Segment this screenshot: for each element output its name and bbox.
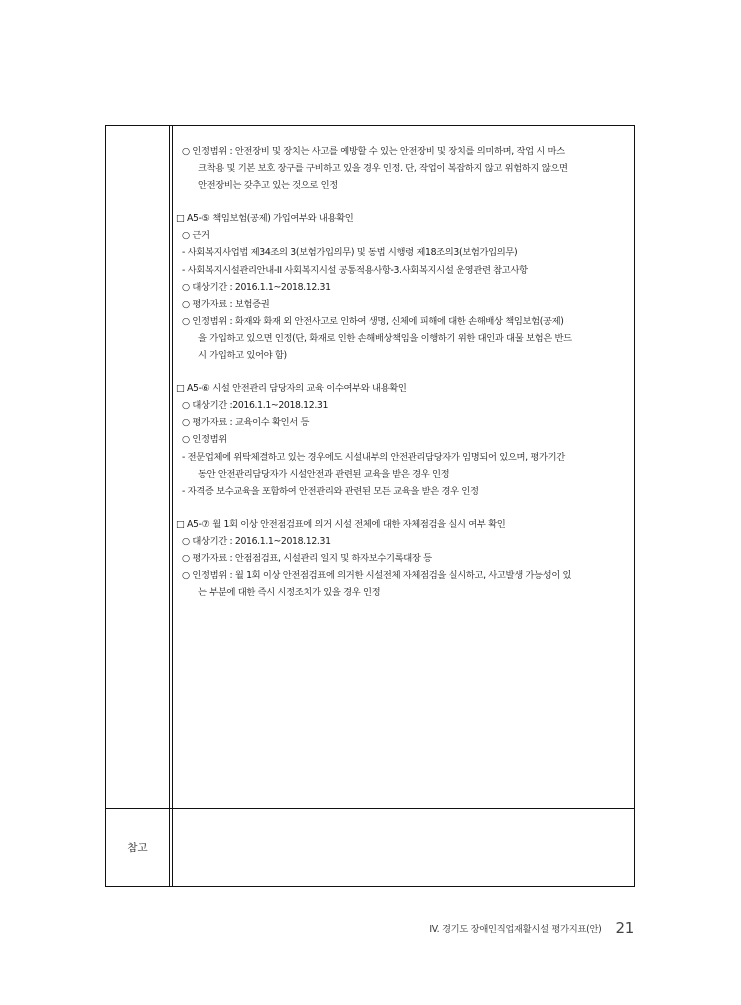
content-line: ○ 평가자료 : 교육이수 확인서 등 [182,417,310,429]
content-line: 시 가입하고 있어야 함) [198,350,287,362]
content-line: 동안 안전관리담당자가 시설안전과 관련된 교육을 받은 경우 인정 [198,468,450,480]
content-line: ○ 대상기간 :2016.1.1~2018.12.31 [182,400,329,412]
content-line: ○ 평가자료 : 안점점검표, 시설관리 일지 및 하자보수기록대장 등 [182,552,432,564]
content-line: ○ 대상기간 : 2016.1.1~2018.12.31 [182,281,331,293]
content-line: 을 가입하고 있으면 인정(단, 화재로 인한 손해배상책임을 이행하기 위한 대인과 대물 보험은 반드 [198,332,572,344]
content-line: 크착용 및 기본 보호 장구를 구비하고 있을 경우 인정. 단, 작업이 복잡하지 않고 위험하지 않으면 [198,163,568,175]
content-line: - 전문업체에 위탁체결하고 있는 경우에도 시설내부의 안전관리담당자가 임명되어 있으며, 평가기간 [182,451,565,463]
content-line: ○ 인정범위 : 월 1회 이상 안전점검표에 의거한 시설전체 자체점검을 실시하고, 사고발생 가능성이 있 [182,570,572,582]
spacer [176,500,628,516]
section-heading: □ A5-⑤ 책임보험(공제) 가입여부와 내용확인 [176,213,354,225]
content-line: - 사회복지시설관리안내-II 사회복지시설 공통적용사항-3.사회복지시설 운영관련 참고사항 [182,264,528,276]
row-divider [106,808,634,809]
footer-title: IV. 경기도 장애인직업재활시설 평가지표(안) [429,924,602,935]
content-line: ○ 인정범위 : 화재와 화재 외 안전사고로 인하여 생명, 신체에 피해에 대한 손해배상 책임보험(공제) [182,315,564,327]
section-heading: □ A5-⑥ 시설 안전관리 담당자의 교육 이수여부와 내용확인 [176,383,407,395]
criteria-content [176,143,628,601]
content-line: 는 부분에 대한 즉시 시정조치가 있을 경우 인정 [198,587,381,599]
section-heading: □ A5-⑦ 월 1회 이상 안전점검표에 의거 시설 전체에 대한 자체점검을 실시 여부 확인 [176,518,506,530]
page-footer [380,919,634,937]
content-line: 안전장비는 갖추고 있는 것으로 인정 [198,180,338,192]
column-divider [169,126,170,886]
content-line: ○ 대상기간 : 2016.1.1~2018.12.31 [182,535,331,547]
content-line: - 사회복지사업법 제34조의 3(보험가입의무) 및 동법 시행령 제18조의3(보험가입의무) [182,247,518,259]
page-number: 21 [615,919,634,937]
content-line: ○ 인정범위 : 안전장비 및 장치는 사고를 예방할 수 있는 안전장비 및 장치를 의미하며, 작업 시 마스 [182,146,565,157]
reference-label: 참고 [127,841,148,854]
content-line: ○ 근거 [182,230,210,242]
spacer [176,364,628,380]
column-divider-double [172,126,173,886]
spacer [176,194,628,210]
content-line: ○ 평가자료 : 보험증권 [182,298,270,310]
content-line: ○ 인정범위 [182,434,227,446]
content-line: - 자격증 보수교육을 포함하여 안전관리와 관련된 모든 교육을 받은 경우 인정 [182,485,479,497]
